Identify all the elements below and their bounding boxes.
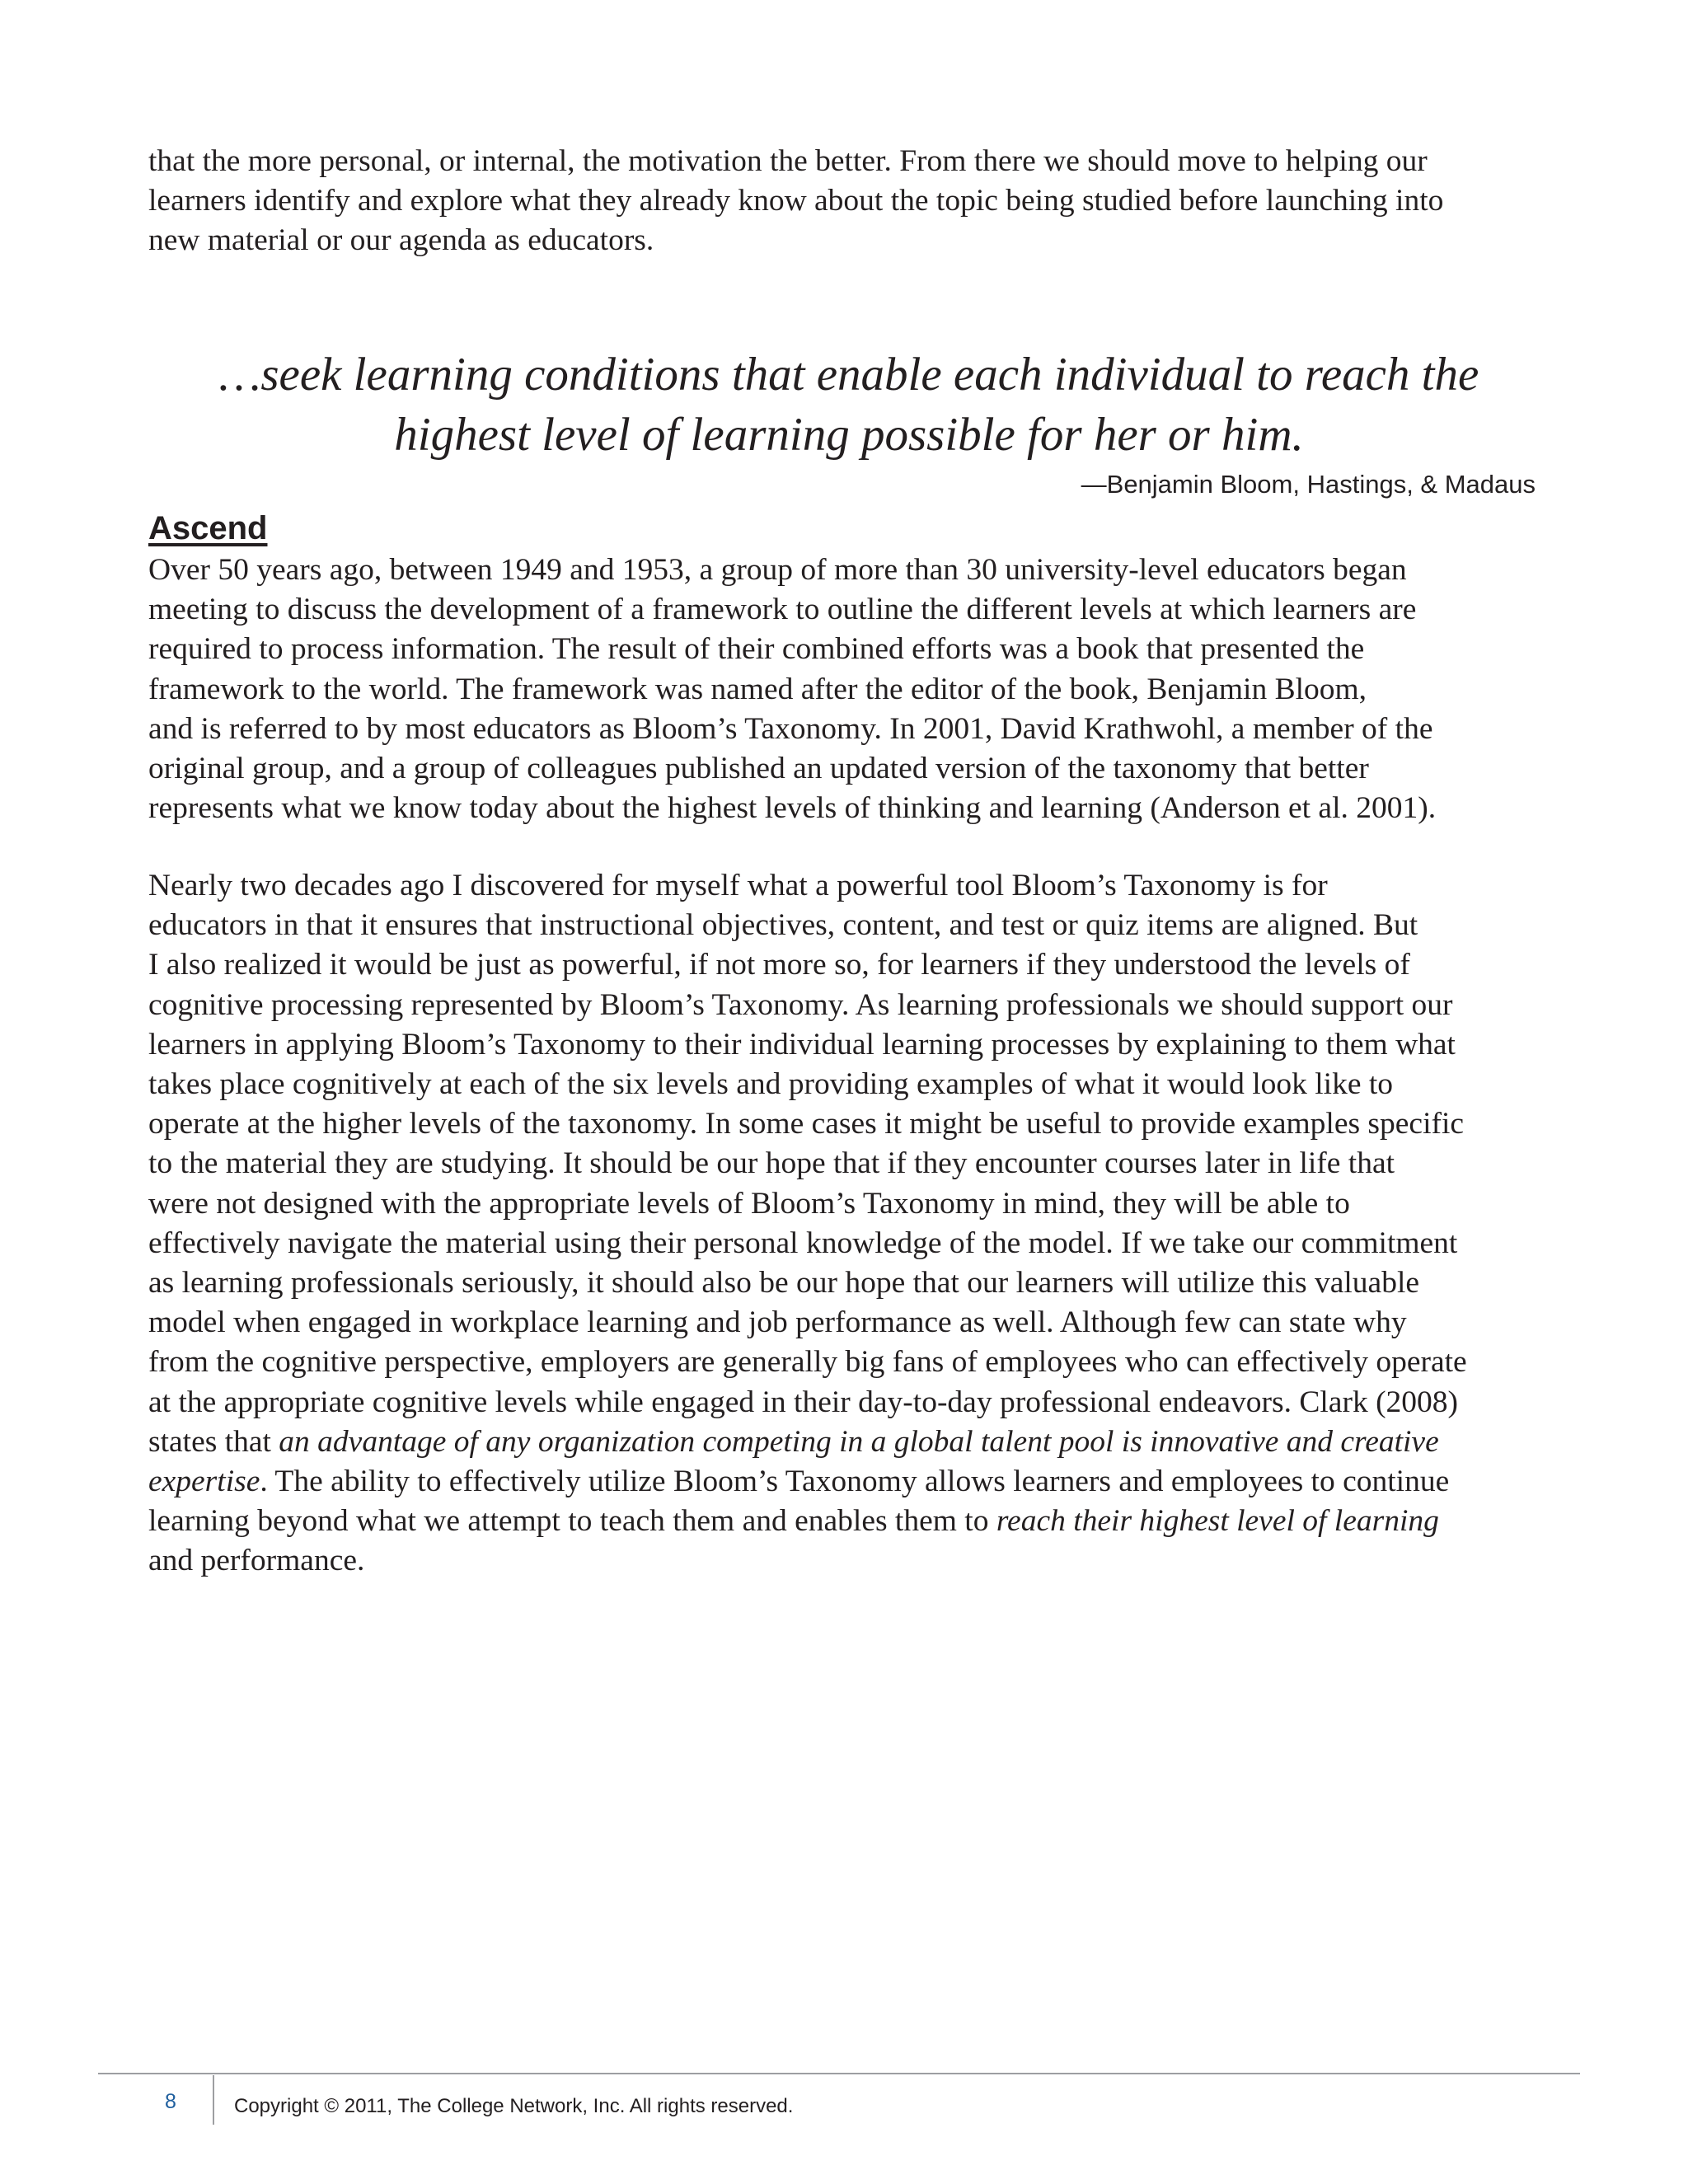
text-line: model when engaged in workplace learning and job performance as well. Although few can state why	[148, 1305, 1407, 1340]
body-paragraph-1	[148, 551, 1550, 828]
text-line: operate at the higher levels of the taxonomy. In some cases it might be useful to provide examples specific	[148, 1107, 1465, 1141]
text-line: new material or our agenda as educators.	[148, 223, 654, 258]
text-line: original group, and a group of colleagues published an updated version of the taxonomy that better	[148, 752, 1369, 786]
text-line: takes place cognitively at each of the six levels and providing examples of what it would look like to	[148, 1067, 1394, 1102]
pull-quote	[148, 344, 1550, 465]
text-line: cognitive processing represented by Bloom’s Taxonomy. As learning professionals we should support our	[148, 987, 1453, 1022]
italic-phrase: reach their highest level of learning	[996, 1504, 1439, 1539]
intro-paragraph	[148, 142, 1550, 261]
text-line	[148, 1422, 1550, 1462]
footer-divider	[213, 2075, 214, 2125]
text-line: learners in applying Bloom’s Taxonomy to their individual learning processes by explaining to them what	[148, 1027, 1456, 1062]
text-line: learners identify and explore what they already know about the topic being studied before launching into	[148, 184, 1444, 218]
text-line: to the material they are studying. It should be our hope that if they encounter courses later in life that	[148, 1146, 1395, 1181]
text-line: at the appropriate cognitive levels while engaged in their day-to-day professional endeavors. Clark (2008)	[148, 1385, 1459, 1419]
text-line: were not designed with the appropriate levels of Bloom’s Taxonomy in mind, they will be able to	[148, 1186, 1350, 1221]
quote-line: …seek learning conditions that enable each individual to reach the	[218, 349, 1479, 401]
text-line: required to process information. The result of their combined efforts was a book that presented the	[148, 632, 1365, 667]
text-line: Over 50 years ago, between 1949 and 1953, a group of more than 30 university-level educators began	[148, 553, 1407, 587]
text-run: learning beyond what we attempt to teach them and enables them to	[148, 1504, 996, 1539]
body-paragraph-2	[148, 866, 1550, 1582]
copyright-notice: Copyright © 2011, The College Network, Inc. All rights reserved.	[234, 2095, 794, 2117]
text-line: framework to the world. The framework was named after the editor of the book, Benjamin Bloom,	[148, 672, 1367, 706]
footer-rule	[98, 2073, 1580, 2074]
text-line: represents what we know today about the highest levels of thinking and learning (Anderson et al. 2001).	[148, 791, 1437, 826]
italic-citation: an advantage of any organization competing in a global talent pool is innovative and creative	[279, 1424, 1439, 1459]
text-line	[148, 1502, 1550, 1541]
section-heading: Ascend	[148, 510, 268, 546]
text-line: meeting to discuss the development of a framework to outline the different levels at which learners are	[148, 593, 1417, 627]
quote-line: highest level of learning possible for her or him.	[394, 409, 1304, 461]
text-run: . The ability to effectively utilize Bloom’s Taxonomy allows learners and employees to continue	[260, 1465, 1450, 1499]
quote-attribution: —Benjamin Bloom, Hastings, & Madaus	[1081, 470, 1536, 499]
text-line: educators in that it ensures that instructional objectives, content, and test or quiz items are aligned. But	[148, 908, 1418, 943]
page-number: 8	[165, 2090, 176, 2113]
text-line: from the cognitive perspective, employers are generally big fans of employees who can effectively operate	[148, 1345, 1467, 1380]
italic-citation: expertise	[148, 1465, 260, 1499]
text-line: Nearly two decades ago I discovered for myself what a powerful tool Bloom’s Taxonomy is for	[148, 869, 1328, 902]
text-line	[148, 1462, 1550, 1502]
text-line: and is referred to by most educators as Bloom’s Taxonomy. In 2001, David Krathwohl, a member of the	[148, 711, 1433, 746]
text-line: that the more personal, or internal, the motivation the better. From there we should move to helping our	[148, 144, 1428, 178]
text-line: and performance.	[148, 1544, 365, 1578]
text-line: effectively navigate the material using their personal knowledge of the model. If we take our commitment	[148, 1226, 1458, 1260]
text-run: states that	[148, 1424, 279, 1459]
text-line: I also realized it would be just as powerful, if not more so, for learners if they understood the levels of	[148, 948, 1410, 982]
text-line: as learning professionals seriously, it should also be our hope that our learners will utilize this valuable	[148, 1266, 1420, 1301]
